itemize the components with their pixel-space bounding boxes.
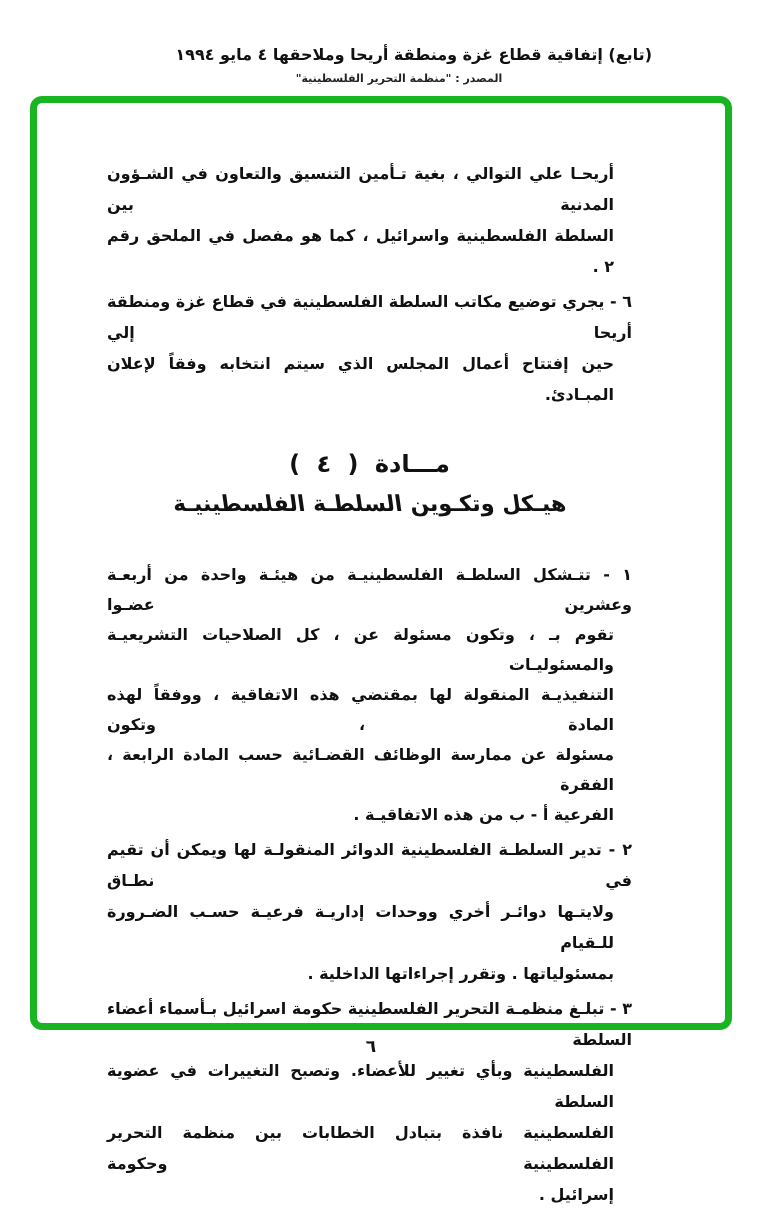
paragraph [107,993,632,1210]
text-line: ٢ - تدير السلطـة الفلسطينية الدوائر المنقولـة لها ويمكن أن تقيم في نطـاق [107,840,632,890]
document-header-title: (تابع) إتفاقية قطاع غزة ومنطقة أريحا وملاحقها ٤ مايو ١٩٩٤ [175,45,652,64]
article-title: مـــادة ( ٤ ) [289,450,450,478]
document-header-source: المصدر : "منظمة التحرير الفلسطينية" [295,72,503,85]
text-line: تقوم بـ ، وتكون مسئولة عن ، كل الصلاحيات التشريعيـة والمسئوليـات [107,625,614,674]
page-number: ٦ [365,1037,377,1057]
paragraph [107,560,632,830]
paragraph-group-main [107,560,632,1210]
text-line: السلطة الفلسطينية واسرائيل ، كما هو مفصل في الملحق رقم ٢ . [107,226,614,276]
text-line: حين إفتتاح أعمال المجلس الذي سيتم انتخابه وفقاً لإعلان المبـادئ. [107,354,614,404]
text-line: ٦ - يجري توضيع مكاتب السلطة الفلسطينية في قطاع غزة ومنطقة أريحا إلي [107,292,632,342]
paragraph [107,286,632,410]
text-line: أريحـا علي التوالي ، بغية تـأمين التنسيق والتعاون في الشـؤون المدنية بين [107,164,614,214]
text-line: التنفيذيـة المنقولة لها بمقتضي هذه الاتفاقية ، ووفقاً لهذه المادة ، وتكون [107,685,614,734]
text-line: ٣ - تبلـغ منظمـة التحرير الفلسطينية حكومة اسرائيل بـأسماء أعضاء السلطة [107,999,632,1049]
text-line: ولايتـها دوائـر أخري ووحدات إداريـة فرعيـة حسـب الضـرورة للـقيام [107,902,614,952]
paragraph [107,158,632,282]
text-line: إسرائيل . [538,1185,614,1204]
text-line: الفلسطينية نافذة بتبادل الخطابات بين منظمة التحرير الفلسطينية وحكومة [107,1123,614,1173]
paragraph [107,834,632,989]
text-line: مسئولة عن ممارسة الوظائف القضـائية حسب المادة الرابعة ، الفقرة [107,745,614,794]
text-line: الفرعية أ - ب من هذه الاتفاقيـة . [353,805,614,824]
text-line: بمسئولياتها . وتقرر إجراءاتها الداخلية . [307,964,614,983]
text-line: ١ - تتـشكل السلطـة الفلسطينيـة من هيئـة واحدة من أربعـة وعشرين عضـوا [107,565,632,614]
article-heading [107,444,632,526]
text-line: الفلسطينية وبأي تغيير للأعضاء. وتصبح التغييرات في عضوية السلطة [107,1061,614,1111]
paragraph-group-top [107,158,632,410]
article-subtitle: هيـكل وتكـوين السلطـة الفلسطينيـة [171,492,568,517]
